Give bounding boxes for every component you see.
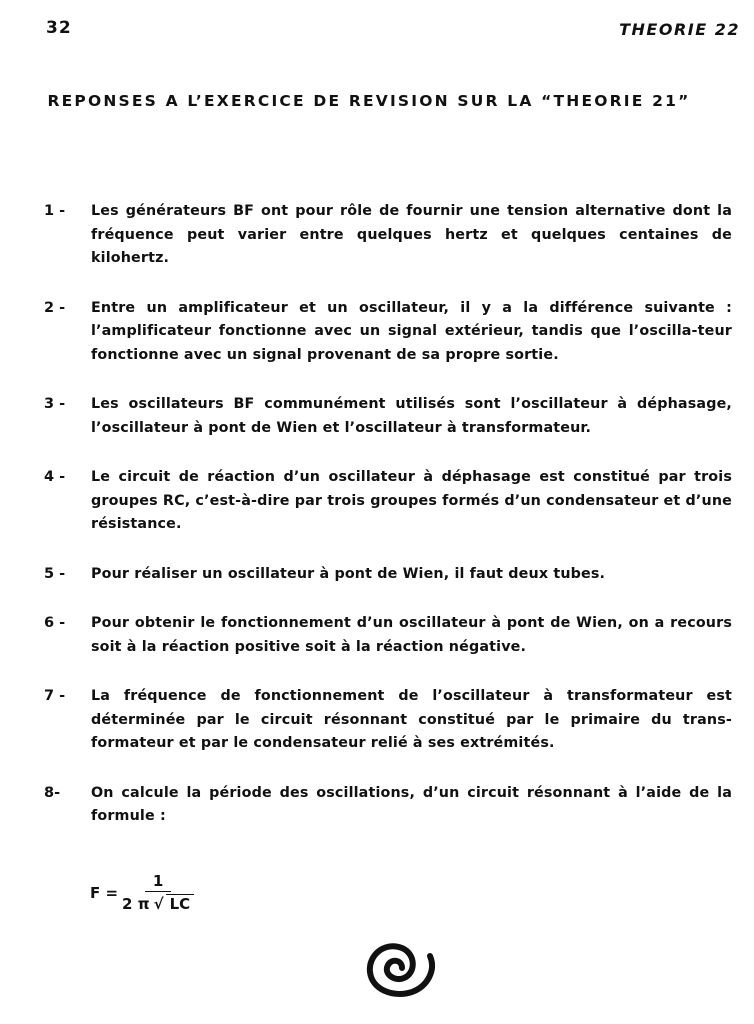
- square-root-icon: √: [153, 895, 164, 913]
- page-title: REPONSES A L’EXERCICE DE REVISION SUR LA “THEORIE 21”: [47, 92, 691, 110]
- formula-denominator: [122, 892, 194, 913]
- formula-coefficient: 2 π: [122, 895, 150, 913]
- formula-radicand: LC: [166, 894, 195, 913]
- answer-number: 4 -: [44, 469, 66, 485]
- answer-item: [44, 466, 732, 537]
- answer-number: 2 -: [44, 299, 66, 316]
- answer-item: [44, 685, 732, 756]
- formula-lhs: F =: [90, 883, 119, 902]
- answer-text: Pour réaliser un oscillateur à pont de Wien, il faut deux tubes.: [91, 565, 606, 582]
- answer-number: 5 -: [44, 565, 66, 582]
- answer-text: Les générateurs BF ont pour rôle de fournir une tension alternative dont la fréquence peut varier entre quelques hertz et quelques centaines de kilohertz.: [91, 203, 732, 266]
- answer-number: 1 -: [44, 203, 66, 219]
- answer-text: Pour obtenir le fonctionnement d’un oscillateur à pont de Wien, on a recours soit à la réaction positive soit à la réaction négative.: [91, 615, 732, 655]
- answer-number: 7 -: [44, 688, 66, 704]
- running-head: THEORIE 22: [619, 20, 740, 39]
- answer-item: [44, 200, 732, 271]
- answer-item: [44, 612, 732, 659]
- answer-number: 8-: [44, 784, 61, 801]
- answer-list: [44, 200, 732, 855]
- formula-fraction: [122, 872, 194, 913]
- answer-number: 6 -: [44, 615, 66, 631]
- answer-text: Le circuit de réaction d’un oscillateur à déphasage est constitué par trois groupes RC, c’est-à-dire par trois groupes formés d’un condensateur et d’une résistance.: [91, 469, 732, 532]
- answer-item: [44, 297, 732, 368]
- formula-numerator: 1: [145, 872, 171, 892]
- answer-number: 3 -: [44, 396, 66, 412]
- answer-item: [44, 782, 732, 829]
- page-number: 32: [46, 18, 72, 38]
- answer-item: [44, 393, 732, 440]
- answer-text: On calcule la période des oscillations, d’un circuit résonnant à l’aide de la formule :: [91, 784, 732, 824]
- answer-item: [44, 563, 732, 587]
- answer-text: Entre un amplificateur et un oscillateur, il y a la différence suivante : l’amplificateur fonctionne avec un signal extérieur, tandis que l’oscilla-teur fonctionne avec un signal provenant de sa propre sortie.: [91, 299, 732, 363]
- spiral-logo-icon: [350, 932, 442, 1004]
- answer-text: La fréquence de fonctionnement de l’oscillateur à transformateur est déterminée par le circuit résonnant constitué par le primaire du trans-formateur et par le condensateur relié à ses extrémités.: [91, 688, 732, 751]
- answer-text: Les oscillateurs BF communément utilisés sont l’oscillateur à déphasage, l’oscillateur à pont de Wien et l’oscillateur à transformateur.: [91, 396, 732, 436]
- frequency-formula: [90, 872, 194, 913]
